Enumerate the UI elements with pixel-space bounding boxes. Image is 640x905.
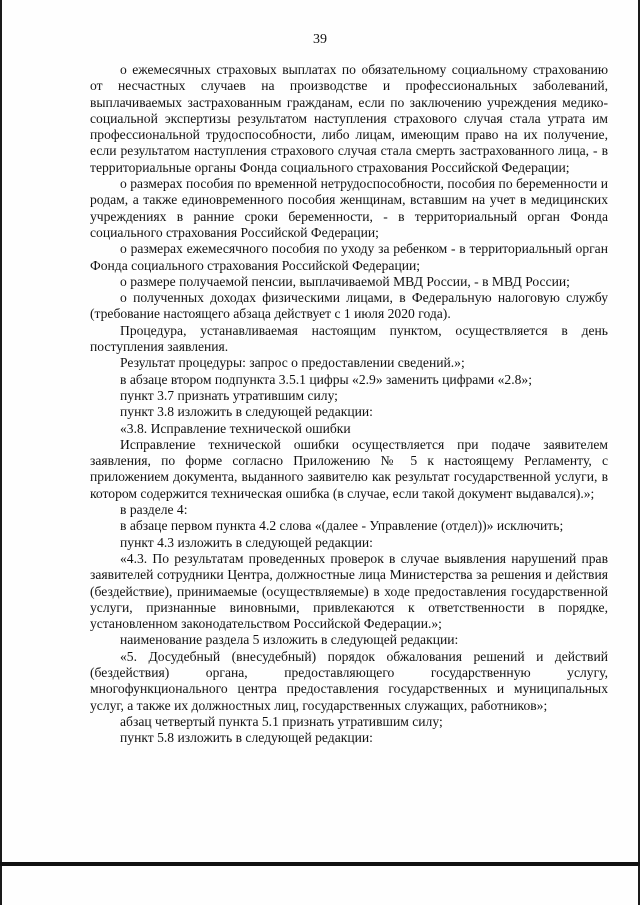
paragraph: Исправление технической ошибки осуществляется при подаче заявителем заявления, по форме согласно Приложению № 5 к настоящему Регламенту, с приложением документа, выданного заявителю как результат государственной услуги, в котором содержится техническая ошибка (в случае, если такой документ выдавался).»; (90, 436, 608, 501)
paragraph: пункт 3.8 изложить в следующей редакции: (120, 404, 373, 420)
scan-bottom-border (0, 862, 640, 866)
paragraph: в разделе 4: (120, 502, 188, 518)
scan-left-edge (0, 0, 2, 905)
paragraph: наименование раздела 5 изложить в следующей редакции: (120, 632, 459, 648)
document-body (90, 62, 608, 746)
paragraph: Процедура, устанавливаемая настоящим пунктом, осуществляется в день поступления заявления. (90, 322, 608, 355)
paragraph: «3.8. Исправление технической ошибки (120, 420, 351, 436)
paragraph: пункт 4.3 изложить в следующей редакции: (120, 534, 373, 550)
paragraph: о размерах пособия по временной нетрудоспособности, пособия по беременности и родам, а также единовременного пособия женщинам, вставшим на учет в медицинских учреждениях в ранние сроки беременности, - в территориальный орган Фонда социального страхования Российской Федерации; (90, 176, 608, 240)
paragraph: в абзаце втором подпункта 3.5.1 цифры «2.9» заменить цифрами «2.8»; (120, 371, 532, 387)
paragraph: Результат процедуры: запрос о предоставлении сведений.»; (120, 355, 465, 371)
paragraph: о полученных доходах физическими лицами, в Федеральную налоговую службу (требование настоящего абзаца действует с 1 июля 2020 года). (90, 290, 608, 322)
paragraph: о ежемесячных страховых выплатах по обязательному социальному страхованию от несчастных случаев на производстве и профессиональных заболеваний, выплачиваемых застрахованным гражданам, если по заключению учреждения медико-социальной экспертизы результатом наступления страхового случая стала утрата им профессиональной трудоспособности, либо лицам, имеющим право на их получение, если результатом наступления страхового случая стала смерть застрахованного лица, - в территориальные органы Фонда социального страхования Российской Федерации; (90, 62, 608, 175)
paragraph: о размере получаемой пенсии, выплачиваемой МВД России, - в МВД России; (120, 273, 570, 289)
paragraph: в абзаце первом пункта 4.2 слова «(далее - Управление (отдел))» исключить; (120, 518, 564, 534)
paragraph: пункт 5.8 изложить в следующей редакции: (120, 730, 373, 746)
paragraph: абзац четвертый пункта 5.1 признать утратившим силу; (120, 713, 443, 729)
paragraph: «5. Досудебный (внесудебный) порядок обжалования решений и действий (бездействия) органа, предоставляющего государственную услугу, многофункционального центра предоставления государственных и муниципальных услуг, а также их должностных лиц, государственных служащих, работников»; (90, 648, 608, 713)
paragraph: «4.3. По результатам проведенных проверок в случае выявления нарушений прав заявителей сотрудники Центра, должностные лица Министерства за решения и действия (бездействие), принимаемые (осуществляемые) в ходе предоставления государственной услуги, признанные виновными, привлекаются к ответственности в порядке, установленном законодательством Российской Федерации.»; (90, 550, 608, 632)
paragraph: пункт 3.7 признать утратившим силу; (120, 387, 338, 403)
paragraph: о размерах ежемесячного пособия по уходу за ребенком - в территориальный орган Фонда социального страхования Российской Федерации; (90, 241, 608, 273)
page-number: 39 (313, 32, 327, 47)
